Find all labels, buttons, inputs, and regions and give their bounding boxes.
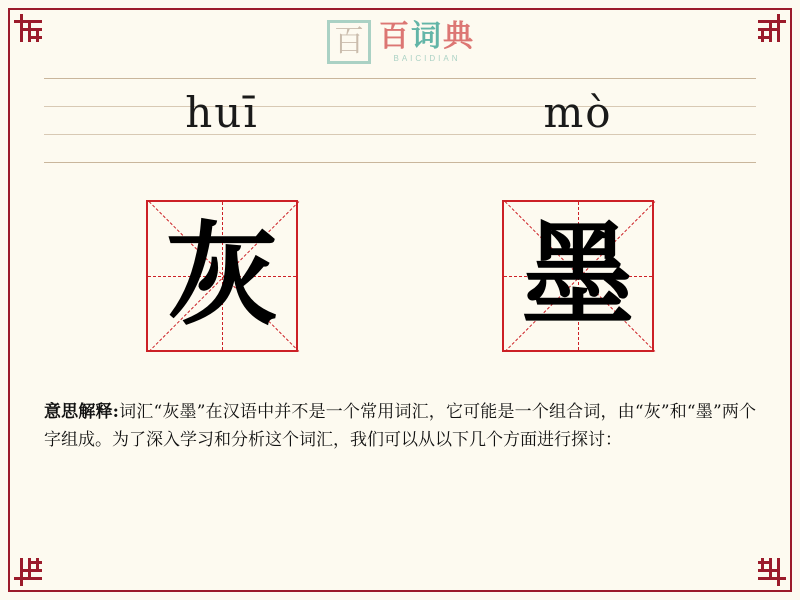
- explanation-text: 词汇“灰墨”在汉语中并不是一个常用词汇，它可能是一个组合词，由“灰”和“墨”两个字组成。为了深入学习和分析这个词汇，我们可以从以下几个方面进行探讨：: [44, 402, 756, 451]
- brand-name: [379, 18, 475, 54]
- explanation-block: [44, 398, 756, 454]
- corner-ornament-bottom-left: [14, 552, 48, 586]
- brand-text: [379, 18, 475, 63]
- tianzige-grid-1: [146, 200, 298, 352]
- brand-char-2: 词: [411, 18, 443, 54]
- character-cell-2: [400, 200, 756, 360]
- pinyin-staff: [44, 78, 756, 164]
- brand-subtitle: BAICIDIAN: [393, 53, 461, 63]
- character-glyph-1: 灰: [166, 210, 278, 341]
- logo-header: [0, 14, 800, 70]
- pinyin-1: huī: [185, 87, 259, 137]
- pinyin-row: [44, 78, 756, 162]
- seal-icon: [325, 18, 373, 66]
- pinyin-2: mò: [543, 87, 613, 137]
- tianzige-grid-2: [502, 200, 654, 352]
- explanation-label: 意思解释:: [44, 402, 119, 422]
- corner-ornament-bottom-right: [752, 552, 786, 586]
- character-glyph-2: 墨: [522, 210, 634, 341]
- seal-glyph: 百: [334, 24, 364, 59]
- brand-char-1: 百: [379, 18, 411, 54]
- character-cell-1: [44, 200, 400, 360]
- staff-line-4: [44, 162, 756, 163]
- brand-char-3: 典: [443, 18, 475, 54]
- character-row: [44, 200, 756, 360]
- brand-logo: [325, 18, 475, 66]
